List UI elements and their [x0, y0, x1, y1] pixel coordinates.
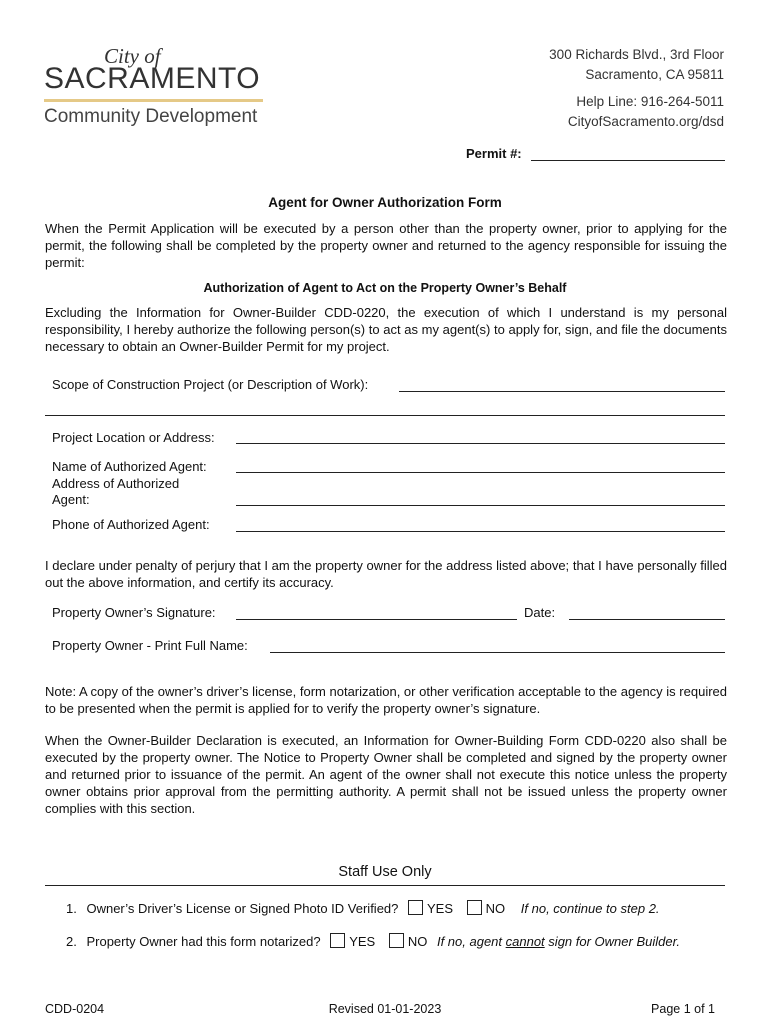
footer-form-id: CDD-0204 [45, 1002, 105, 1016]
print-name-field[interactable] [270, 652, 725, 653]
scope-field[interactable] [399, 391, 725, 392]
note-paragraph: Note: A copy of the owner’s driver’s license, form notarization, or other verification acceptable to the agency is required to be presented when the permit is applied for to verify the property owner’s signature. [45, 684, 727, 716]
staff-item-1-number: 1. [66, 901, 77, 916]
project-location-label: Project Location or Address: [52, 430, 215, 445]
signature-label: Property Owner’s Signature: [52, 605, 216, 620]
staff-divider [45, 885, 725, 886]
agent-phone-field[interactable] [236, 531, 725, 532]
intro-paragraph: When the Permit Application will be executed by a person other than the property owner, prior to applying for the permit, the following shall be completed by the property owner and returned to the agency responsible for issuing the permit: [45, 221, 727, 270]
form-title: Agent for Owner Authorization Form [268, 195, 502, 210]
scope-label: Scope of Construction Project (or Description of Work): [52, 377, 369, 392]
address-line-2: Sacramento, CA 95811 [585, 67, 724, 82]
footer-page: Page 1 of 1 [651, 1002, 715, 1016]
logo-city-name: SACRAMENTO [44, 62, 261, 95]
staff-item-1-hint: If no, continue to step 2. [520, 901, 660, 916]
agent-address-label-2: Agent: [52, 492, 90, 507]
agent-name-label: Name of Authorized Agent: [52, 459, 207, 474]
scope-field-line-2[interactable] [45, 415, 725, 416]
website: CityofSacramento.org/dsd [567, 114, 724, 129]
permit-number-label: Permit #: [466, 146, 522, 161]
id-verified-yes-checkbox[interactable] [408, 900, 423, 915]
logo-divider [44, 99, 263, 102]
staff-item-2-text: Property Owner had this form notarized? [86, 934, 321, 949]
staff-item-2 [66, 933, 680, 950]
logo-city-of: City of [104, 44, 161, 68]
id-verified-no-label: NO [485, 901, 506, 916]
help-line: Help Line: 916-264-5011 [576, 94, 724, 109]
notarized-yes-checkbox[interactable] [330, 933, 345, 948]
id-verified-no-checkbox[interactable] [467, 900, 482, 915]
id-verified-yes-label: YES [427, 901, 454, 916]
authorization-paragraph: Excluding the Information for Owner-Builder CDD-0220, the execution of which I understand is my personal responsibility, I hereby authorize the following person(s) to act as my agent(s) to apply for, sign, and file the documents necessary to obtain an Owner-Builder Permit for my project. [45, 305, 727, 354]
agent-address-label: Address of Authorized [52, 476, 180, 491]
agent-address-field[interactable] [236, 505, 725, 506]
staff-item-2-hint: If no, agent cannot sign for Owner Builder. [436, 934, 681, 949]
agent-phone-label: Phone of Authorized Agent: [52, 517, 210, 532]
owner-builder-paragraph: When the Owner-Builder Declaration is executed, an Information for Owner-Building Form CDD-0220 also shall be executed by the property owner. The Notice to Property Owner shall be completed and signed by the property owner and returned prior to issuance of the permit. An agent of the owner shall not execute this notice unless the property owner obtains prior approval from the permitting authority. A permit shall not be issued unless the property owner complies with this section. [45, 733, 727, 816]
declaration-paragraph: I declare under penalty of perjury that I am the property owner for the address listed above; that I have personally filled out the above information, and certify its accuracy. [45, 558, 727, 590]
notarized-yes-label: YES [349, 934, 376, 949]
date-label: Date: [524, 605, 556, 620]
notarized-no-checkbox[interactable] [389, 933, 404, 948]
date-field[interactable] [569, 619, 725, 620]
agent-name-field[interactable] [236, 472, 725, 473]
section-title: Authorization of Agent to Act on the Property Owner’s Behalf [203, 281, 567, 295]
logo-department: Community Development [44, 106, 258, 127]
footer-revised: Revised 01-01-2023 [328, 1002, 442, 1016]
signature-field[interactable] [236, 619, 517, 620]
notarized-no-label: NO [407, 934, 428, 949]
staff-use-title: Staff Use Only [338, 864, 432, 880]
staff-item-1-text: Owner’s Driver’s License or Signed Photo ID Verified? [86, 901, 399, 916]
permit-number-field[interactable] [531, 160, 725, 161]
staff-item-1 [66, 900, 660, 917]
project-location-field[interactable] [236, 443, 725, 444]
print-name-label: Property Owner - Print Full Name: [52, 638, 248, 653]
staff-item-2-number: 2. [66, 934, 77, 949]
address-line-1: 300 Richards Blvd., 3rd Floor [549, 47, 724, 62]
